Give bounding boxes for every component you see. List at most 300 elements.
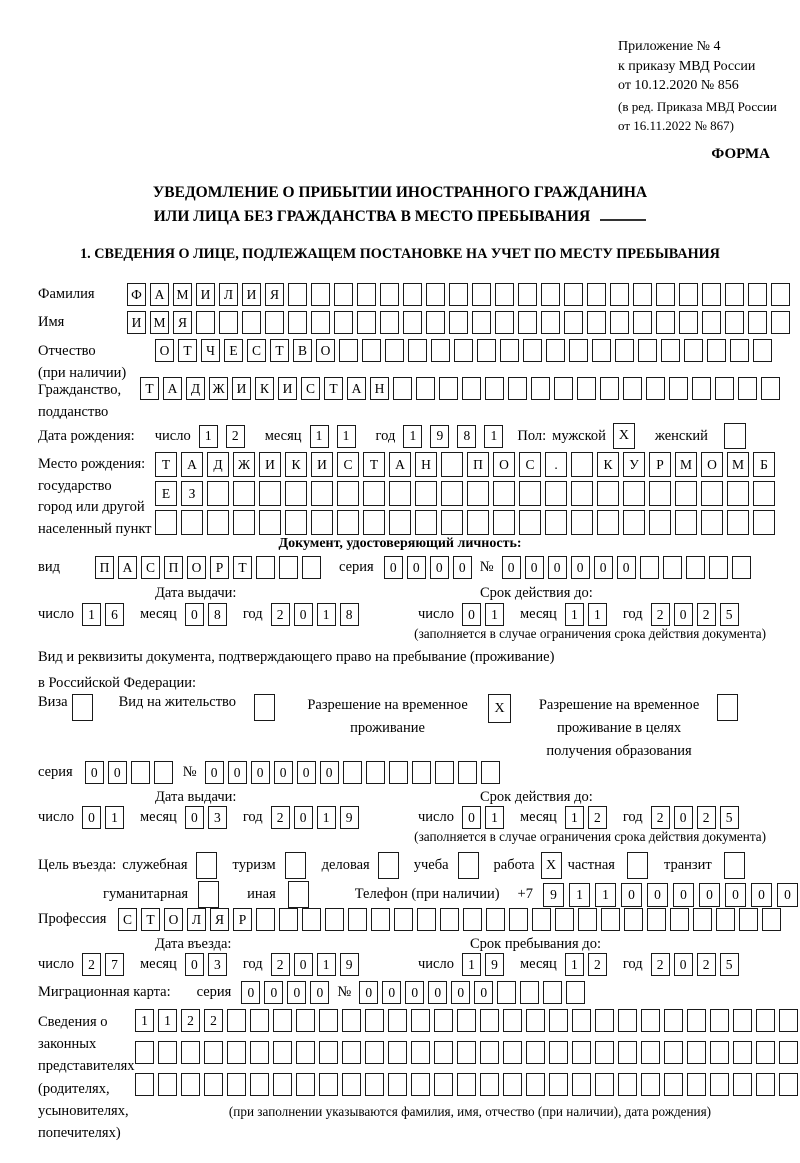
char-cell[interactable]: 0 <box>294 953 313 976</box>
char-cell[interactable] <box>480 1009 499 1032</box>
char-cell[interactable] <box>577 377 596 400</box>
char-cell[interactable] <box>569 339 588 362</box>
char-cell[interactable] <box>393 377 412 400</box>
char-cell[interactable]: И <box>242 283 261 306</box>
char-cell[interactable] <box>641 1009 660 1032</box>
purpose-transit-checkbox[interactable] <box>724 852 745 879</box>
char-cell[interactable] <box>204 1041 223 1064</box>
char-cell[interactable] <box>572 1073 591 1096</box>
char-cell[interactable] <box>380 311 399 334</box>
char-cell[interactable] <box>753 481 775 506</box>
char-cell[interactable] <box>439 377 458 400</box>
char-cell[interactable] <box>595 1073 614 1096</box>
char-cell[interactable]: 2 <box>226 425 245 448</box>
char-cell[interactable]: Н <box>415 452 437 477</box>
char-cell[interactable]: 0 <box>474 981 493 1004</box>
char-cell[interactable] <box>481 761 500 784</box>
char-cell[interactable] <box>365 1009 384 1032</box>
char-cell[interactable] <box>597 481 619 506</box>
char-cell[interactable]: О <box>164 908 183 931</box>
char-cell[interactable] <box>646 377 665 400</box>
char-cell[interactable] <box>508 377 527 400</box>
char-cell[interactable] <box>462 377 481 400</box>
char-cell[interactable] <box>761 377 780 400</box>
char-cell[interactable] <box>687 1041 706 1064</box>
char-cell[interactable] <box>715 377 734 400</box>
char-cell[interactable] <box>664 1009 683 1032</box>
char-cell[interactable] <box>707 339 726 362</box>
char-cell[interactable] <box>480 1041 499 1064</box>
char-cell[interactable] <box>725 283 744 306</box>
char-cell[interactable] <box>564 283 583 306</box>
char-cell[interactable] <box>480 1073 499 1096</box>
char-cell[interactable]: 0 <box>462 603 481 626</box>
char-cell[interactable] <box>623 377 642 400</box>
char-cell[interactable] <box>523 339 542 362</box>
char-cell[interactable] <box>732 556 751 579</box>
char-cell[interactable] <box>686 556 705 579</box>
char-cell[interactable] <box>564 311 583 334</box>
char-cell[interactable] <box>661 339 680 362</box>
char-cell[interactable] <box>288 311 307 334</box>
char-cell[interactable]: 0 <box>673 883 694 907</box>
char-cell[interactable] <box>296 1009 315 1032</box>
char-cell[interactable]: 8 <box>457 425 476 448</box>
char-cell[interactable]: 1 <box>82 603 101 626</box>
char-cell[interactable]: 2 <box>588 953 607 976</box>
char-cell[interactable] <box>242 311 261 334</box>
char-cell[interactable] <box>610 311 629 334</box>
char-cell[interactable] <box>337 481 359 506</box>
char-cell[interactable]: С <box>337 452 359 477</box>
char-cell[interactable] <box>302 556 321 579</box>
char-cell[interactable]: 1 <box>565 603 584 626</box>
char-cell[interactable]: Л <box>187 908 206 931</box>
char-cell[interactable] <box>463 908 482 931</box>
char-cell[interactable]: П <box>95 556 114 579</box>
char-cell[interactable] <box>669 377 688 400</box>
char-cell[interactable] <box>753 510 775 535</box>
char-cell[interactable]: 1 <box>462 953 481 976</box>
char-cell[interactable]: 0 <box>571 556 590 579</box>
char-cell[interactable]: О <box>316 339 335 362</box>
char-cell[interactable]: 9 <box>340 953 359 976</box>
char-cell[interactable] <box>273 1073 292 1096</box>
char-cell[interactable] <box>434 1041 453 1064</box>
char-cell[interactable]: Р <box>649 452 671 477</box>
char-cell[interactable] <box>779 1073 798 1096</box>
char-cell[interactable]: 0 <box>453 556 472 579</box>
char-cell[interactable] <box>311 481 333 506</box>
char-cell[interactable] <box>256 908 275 931</box>
char-cell[interactable] <box>748 283 767 306</box>
char-cell[interactable]: А <box>163 377 182 400</box>
char-cell[interactable]: 1 <box>595 883 616 907</box>
temp-permit-checkbox[interactable]: X <box>488 694 511 723</box>
char-cell[interactable] <box>457 1041 476 1064</box>
char-cell[interactable]: А <box>389 452 411 477</box>
char-cell[interactable]: Я <box>210 908 229 931</box>
char-cell[interactable] <box>389 510 411 535</box>
char-cell[interactable] <box>388 1073 407 1096</box>
char-cell[interactable]: 0 <box>621 883 642 907</box>
char-cell[interactable]: В <box>293 339 312 362</box>
char-cell[interactable]: 5 <box>720 603 739 626</box>
char-cell[interactable]: И <box>196 283 215 306</box>
char-cell[interactable]: 2 <box>697 953 716 976</box>
char-cell[interactable] <box>663 556 682 579</box>
char-cell[interactable]: 2 <box>82 953 101 976</box>
residence-permit-checkbox[interactable] <box>254 694 275 721</box>
char-cell[interactable]: О <box>187 556 206 579</box>
char-cell[interactable] <box>543 981 562 1004</box>
char-cell[interactable]: 0 <box>725 883 746 907</box>
char-cell[interactable] <box>458 761 477 784</box>
char-cell[interactable] <box>477 339 496 362</box>
char-cell[interactable] <box>207 510 229 535</box>
char-cell[interactable] <box>343 761 362 784</box>
char-cell[interactable] <box>426 311 445 334</box>
char-cell[interactable] <box>434 1009 453 1032</box>
char-cell[interactable]: Р <box>233 908 252 931</box>
char-cell[interactable] <box>412 761 431 784</box>
char-cell[interactable] <box>578 908 597 931</box>
char-cell[interactable]: 0 <box>205 761 224 784</box>
char-cell[interactable]: 0 <box>185 806 204 829</box>
char-cell[interactable]: 0 <box>405 981 424 1004</box>
char-cell[interactable]: С <box>247 339 266 362</box>
char-cell[interactable]: 7 <box>105 953 124 976</box>
char-cell[interactable]: 6 <box>105 603 124 626</box>
char-cell[interactable] <box>426 283 445 306</box>
char-cell[interactable]: 2 <box>271 603 290 626</box>
char-cell[interactable] <box>467 481 489 506</box>
char-cell[interactable] <box>541 283 560 306</box>
char-cell[interactable]: Т <box>155 452 177 477</box>
char-cell[interactable] <box>595 1009 614 1032</box>
char-cell[interactable] <box>716 908 735 931</box>
char-cell[interactable]: 9 <box>485 953 504 976</box>
char-cell[interactable]: Т <box>140 377 159 400</box>
char-cell[interactable] <box>415 481 437 506</box>
char-cell[interactable] <box>495 283 514 306</box>
char-cell[interactable] <box>416 377 435 400</box>
char-cell[interactable]: 0 <box>384 556 403 579</box>
char-cell[interactable] <box>342 1041 361 1064</box>
char-cell[interactable] <box>753 339 772 362</box>
char-cell[interactable]: 0 <box>287 981 306 1004</box>
char-cell[interactable] <box>640 556 659 579</box>
char-cell[interactable]: Ж <box>233 452 255 477</box>
char-cell[interactable] <box>389 481 411 506</box>
char-cell[interactable]: 1 <box>310 425 329 448</box>
char-cell[interactable] <box>334 283 353 306</box>
char-cell[interactable] <box>181 1073 200 1096</box>
char-cell[interactable] <box>408 339 427 362</box>
char-cell[interactable]: 0 <box>462 806 481 829</box>
char-cell[interactable] <box>571 510 593 535</box>
char-cell[interactable]: С <box>118 908 137 931</box>
char-cell[interactable] <box>441 510 463 535</box>
char-cell[interactable] <box>357 311 376 334</box>
char-cell[interactable]: С <box>141 556 160 579</box>
char-cell[interactable] <box>649 510 671 535</box>
char-cell[interactable] <box>250 1073 269 1096</box>
sex-male-checkbox[interactable]: X <box>613 423 635 449</box>
char-cell[interactable]: Ч <box>201 339 220 362</box>
char-cell[interactable] <box>366 761 385 784</box>
purpose-humanitarian-checkbox[interactable] <box>198 881 219 908</box>
char-cell[interactable]: Б <box>753 452 775 477</box>
char-cell[interactable]: 0 <box>294 603 313 626</box>
char-cell[interactable]: 0 <box>294 806 313 829</box>
char-cell[interactable] <box>388 1009 407 1032</box>
char-cell[interactable] <box>273 1041 292 1064</box>
char-cell[interactable]: 0 <box>647 883 668 907</box>
char-cell[interactable] <box>380 283 399 306</box>
char-cell[interactable] <box>771 311 790 334</box>
char-cell[interactable] <box>334 311 353 334</box>
char-cell[interactable] <box>259 481 281 506</box>
char-cell[interactable] <box>394 908 413 931</box>
char-cell[interactable]: 9 <box>340 806 359 829</box>
char-cell[interactable]: Т <box>270 339 289 362</box>
char-cell[interactable] <box>449 311 468 334</box>
char-cell[interactable]: 1 <box>337 425 356 448</box>
char-cell[interactable] <box>467 510 489 535</box>
char-cell[interactable]: 0 <box>320 761 339 784</box>
purpose-business-checkbox[interactable] <box>196 852 217 879</box>
char-cell[interactable] <box>702 283 721 306</box>
char-cell[interactable] <box>687 1073 706 1096</box>
char-cell[interactable]: 1 <box>317 806 336 829</box>
char-cell[interactable]: Т <box>363 452 385 477</box>
char-cell[interactable] <box>546 339 565 362</box>
char-cell[interactable] <box>572 1009 591 1032</box>
purpose-study-checkbox[interactable] <box>458 852 479 879</box>
char-cell[interactable] <box>587 283 606 306</box>
char-cell[interactable] <box>449 283 468 306</box>
char-cell[interactable] <box>633 311 652 334</box>
char-cell[interactable] <box>227 1009 246 1032</box>
char-cell[interactable] <box>227 1041 246 1064</box>
char-cell[interactable] <box>259 510 281 535</box>
char-cell[interactable]: 2 <box>204 1009 223 1032</box>
char-cell[interactable] <box>365 1041 384 1064</box>
char-cell[interactable] <box>649 481 671 506</box>
char-cell[interactable] <box>526 1009 545 1032</box>
char-cell[interactable]: Т <box>178 339 197 362</box>
char-cell[interactable] <box>656 283 675 306</box>
char-cell[interactable] <box>549 1009 568 1032</box>
char-cell[interactable]: М <box>150 311 169 334</box>
char-cell[interactable]: Д <box>186 377 205 400</box>
char-cell[interactable] <box>227 1073 246 1096</box>
char-cell[interactable] <box>687 1009 706 1032</box>
char-cell[interactable]: 0 <box>777 883 798 907</box>
char-cell[interactable] <box>641 1073 660 1096</box>
char-cell[interactable] <box>679 283 698 306</box>
char-cell[interactable] <box>623 510 645 535</box>
char-cell[interactable]: 1 <box>158 1009 177 1032</box>
sex-female-checkbox[interactable] <box>724 423 746 449</box>
char-cell[interactable]: 2 <box>697 806 716 829</box>
char-cell[interactable]: Я <box>265 283 284 306</box>
char-cell[interactable]: 0 <box>430 556 449 579</box>
char-cell[interactable] <box>472 311 491 334</box>
char-cell[interactable]: 0 <box>674 806 693 829</box>
char-cell[interactable] <box>493 481 515 506</box>
char-cell[interactable] <box>693 908 712 931</box>
char-cell[interactable] <box>592 339 611 362</box>
char-cell[interactable] <box>571 452 593 477</box>
char-cell[interactable]: 1 <box>403 425 422 448</box>
char-cell[interactable]: 0 <box>674 603 693 626</box>
char-cell[interactable] <box>385 339 404 362</box>
char-cell[interactable] <box>664 1073 683 1096</box>
char-cell[interactable]: 0 <box>407 556 426 579</box>
char-cell[interactable] <box>365 1073 384 1096</box>
char-cell[interactable] <box>319 1041 338 1064</box>
char-cell[interactable] <box>296 1041 315 1064</box>
char-cell[interactable] <box>702 311 721 334</box>
char-cell[interactable] <box>701 510 723 535</box>
char-cell[interactable] <box>256 556 275 579</box>
char-cell[interactable]: 2 <box>651 953 670 976</box>
char-cell[interactable]: 0 <box>502 556 521 579</box>
char-cell[interactable]: И <box>232 377 251 400</box>
char-cell[interactable] <box>154 761 173 784</box>
purpose-commercial-checkbox[interactable] <box>378 852 399 879</box>
char-cell[interactable]: 2 <box>588 806 607 829</box>
char-cell[interactable] <box>434 1073 453 1096</box>
char-cell[interactable] <box>362 339 381 362</box>
char-cell[interactable] <box>311 311 330 334</box>
char-cell[interactable] <box>725 311 744 334</box>
char-cell[interactable]: 2 <box>181 1009 200 1032</box>
char-cell[interactable]: Ф <box>127 283 146 306</box>
char-cell[interactable] <box>727 510 749 535</box>
char-cell[interactable] <box>549 1041 568 1064</box>
char-cell[interactable] <box>250 1009 269 1032</box>
char-cell[interactable]: А <box>118 556 137 579</box>
char-cell[interactable]: К <box>285 452 307 477</box>
char-cell[interactable] <box>250 1041 269 1064</box>
char-cell[interactable]: И <box>127 311 146 334</box>
char-cell[interactable]: 1 <box>105 806 124 829</box>
char-cell[interactable]: 0 <box>82 806 101 829</box>
char-cell[interactable]: 0 <box>548 556 567 579</box>
char-cell[interactable] <box>388 1041 407 1064</box>
char-cell[interactable] <box>233 510 255 535</box>
char-cell[interactable] <box>618 1009 637 1032</box>
char-cell[interactable]: 0 <box>525 556 544 579</box>
char-cell[interactable]: Д <box>207 452 229 477</box>
visa-checkbox[interactable] <box>72 694 93 721</box>
char-cell[interactable] <box>727 481 749 506</box>
char-cell[interactable]: У <box>623 452 645 477</box>
char-cell[interactable] <box>733 1009 752 1032</box>
char-cell[interactable] <box>675 481 697 506</box>
purpose-work-checkbox[interactable]: X <box>541 852 562 879</box>
char-cell[interactable] <box>411 1009 430 1032</box>
char-cell[interactable] <box>733 1073 752 1096</box>
char-cell[interactable] <box>762 908 781 931</box>
char-cell[interactable]: Е <box>155 481 177 506</box>
char-cell[interactable] <box>519 510 541 535</box>
char-cell[interactable] <box>503 1009 522 1032</box>
char-cell[interactable] <box>733 1041 752 1064</box>
char-cell[interactable]: А <box>181 452 203 477</box>
char-cell[interactable]: К <box>255 377 274 400</box>
char-cell[interactable] <box>440 908 459 931</box>
char-cell[interactable] <box>319 1073 338 1096</box>
char-cell[interactable] <box>371 908 390 931</box>
char-cell[interactable] <box>500 339 519 362</box>
char-cell[interactable] <box>348 908 367 931</box>
char-cell[interactable]: Т <box>233 556 252 579</box>
char-cell[interactable] <box>503 1041 522 1064</box>
char-cell[interactable] <box>485 377 504 400</box>
char-cell[interactable] <box>520 981 539 1004</box>
char-cell[interactable] <box>389 761 408 784</box>
char-cell[interactable] <box>587 311 606 334</box>
char-cell[interactable] <box>233 481 255 506</box>
char-cell[interactable]: 0 <box>264 981 283 1004</box>
char-cell[interactable] <box>219 311 238 334</box>
char-cell[interactable] <box>441 481 463 506</box>
char-cell[interactable] <box>181 1041 200 1064</box>
char-cell[interactable] <box>457 1009 476 1032</box>
char-cell[interactable] <box>595 1041 614 1064</box>
char-cell[interactable] <box>279 908 298 931</box>
char-cell[interactable] <box>624 908 643 931</box>
char-cell[interactable]: Е <box>224 339 243 362</box>
char-cell[interactable]: 9 <box>543 883 564 907</box>
char-cell[interactable]: 2 <box>271 953 290 976</box>
char-cell[interactable]: О <box>701 452 723 477</box>
char-cell[interactable] <box>339 339 358 362</box>
char-cell[interactable] <box>285 481 307 506</box>
char-cell[interactable]: А <box>150 283 169 306</box>
char-cell[interactable]: 1 <box>484 425 503 448</box>
char-cell[interactable]: 0 <box>241 981 260 1004</box>
char-cell[interactable] <box>738 377 757 400</box>
char-cell[interactable] <box>566 981 585 1004</box>
char-cell[interactable] <box>403 283 422 306</box>
char-cell[interactable]: Т <box>324 377 343 400</box>
char-cell[interactable] <box>623 481 645 506</box>
char-cell[interactable]: . <box>545 452 567 477</box>
char-cell[interactable]: И <box>278 377 297 400</box>
char-cell[interactable] <box>675 510 697 535</box>
char-cell[interactable]: 0 <box>310 981 329 1004</box>
char-cell[interactable] <box>495 311 514 334</box>
char-cell[interactable]: 1 <box>569 883 590 907</box>
char-cell[interactable] <box>756 1009 775 1032</box>
char-cell[interactable]: Т <box>141 908 160 931</box>
char-cell[interactable]: А <box>347 377 366 400</box>
char-cell[interactable]: 0 <box>108 761 127 784</box>
char-cell[interactable] <box>571 481 593 506</box>
char-cell[interactable] <box>656 311 675 334</box>
char-cell[interactable]: 1 <box>565 953 584 976</box>
char-cell[interactable]: 3 <box>208 953 227 976</box>
char-cell[interactable]: 0 <box>751 883 772 907</box>
char-cell[interactable] <box>554 377 573 400</box>
char-cell[interactable] <box>532 908 551 931</box>
char-cell[interactable]: М <box>675 452 697 477</box>
